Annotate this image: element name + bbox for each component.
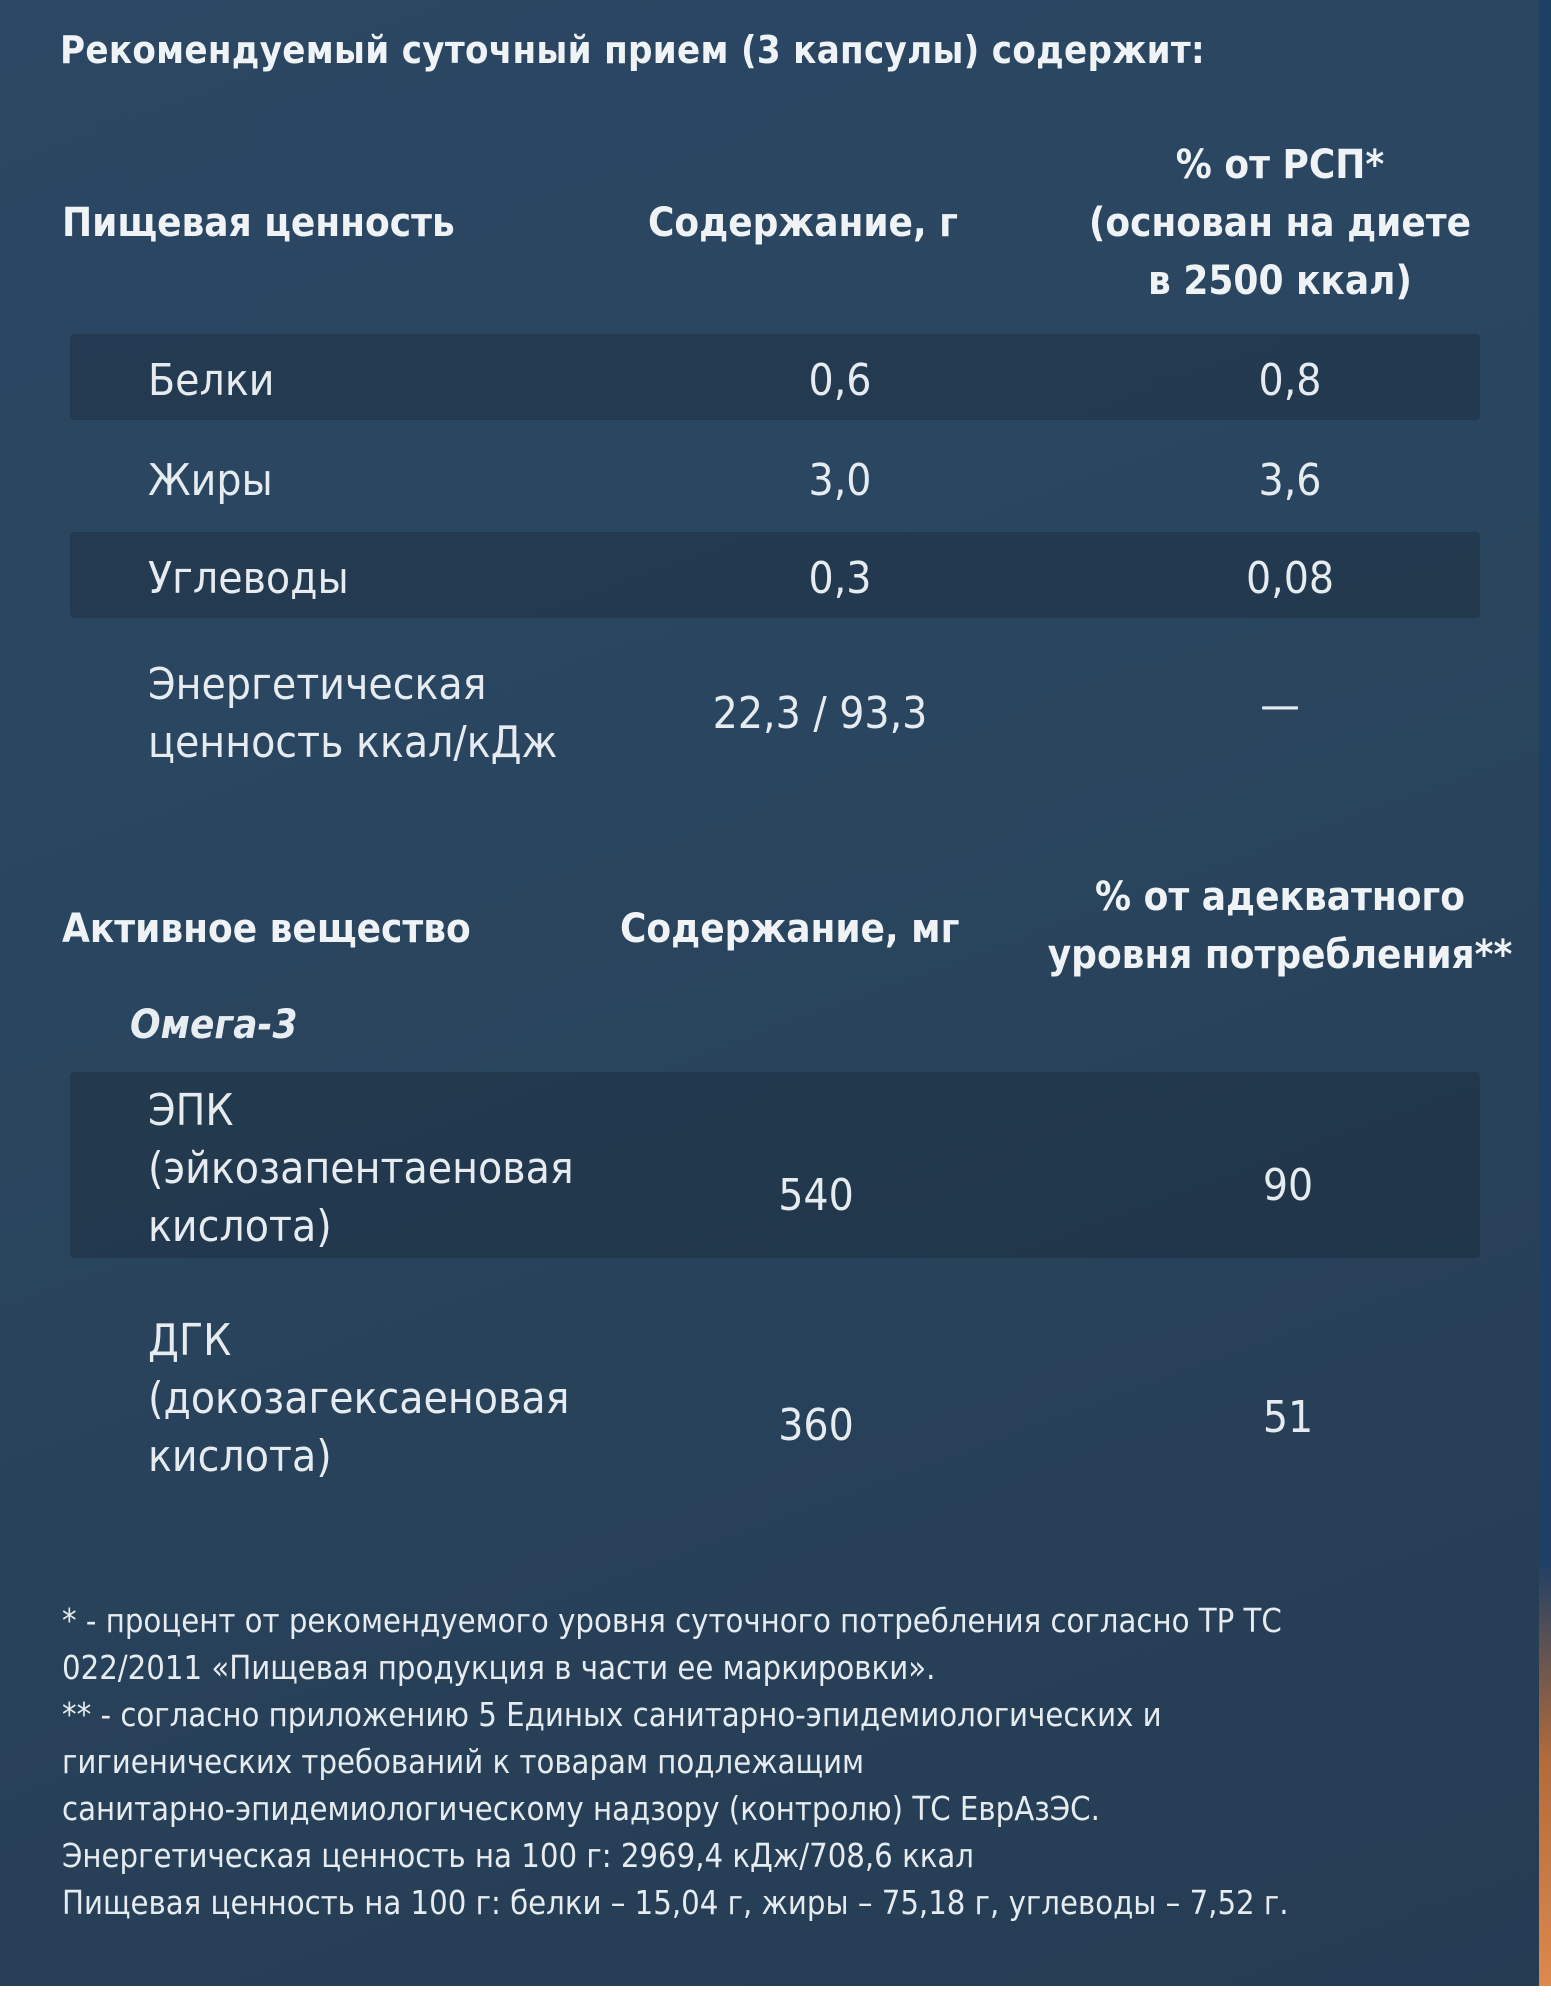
active-col-percent-header <box>1040 868 1520 984</box>
nutrition-col-amount-header: Содержание, г <box>648 200 958 246</box>
footnote-line: 022/2011 «Пищевая продукция в части ее маркировки». <box>62 1649 936 1687</box>
percent-header-line: уровня потребления** <box>1047 932 1513 978</box>
nutrition-col-percent-header <box>1060 136 1500 310</box>
footnote-line: Пищевая ценность на 100 г: белки – 15,04 г, жиры – 75,18 г, углеводы – 7,52 г. <box>62 1884 1289 1922</box>
nutrient-amount: 0,6 <box>808 355 872 406</box>
footnote-line: Энергетическая ценность на 100 г: 2969,4 кДж/708,6 ккал <box>62 1837 974 1875</box>
nutrient-name: Белки <box>148 355 275 406</box>
nutrient-percent: 0,8 <box>1258 355 1322 406</box>
nutrient-name: Углеводы <box>148 553 349 604</box>
active-col-name-header: Активное вещество <box>62 906 471 952</box>
substance-amount: 360 <box>778 1400 854 1451</box>
nutrition-col-name-header: Пищевая ценность <box>62 200 455 246</box>
footnote-line: ** - согласно приложению 5 Единых санитарно-эпидемиологических и <box>62 1696 1162 1734</box>
footnote-line: санитарно-эпидемиологическому надзору (контролю) ТС ЕврАзЭС. <box>62 1790 1100 1828</box>
nutrient-name: Энергетическая ценность ккал/кДж <box>148 659 558 768</box>
footnote-line: гигиенических требований к товарам подлежащим <box>62 1743 865 1781</box>
package-edge <box>1539 0 1551 2000</box>
substance-amount: 540 <box>778 1170 854 1221</box>
substance-percent: 90 <box>1262 1160 1314 1211</box>
label-heading: Рекомендуемый суточный прием (3 капсулы) содержит: <box>60 28 1205 72</box>
nutrient-percent: 3,6 <box>1258 455 1322 506</box>
footnotes <box>62 1598 1522 1927</box>
photo-bottom-edge <box>0 1986 1551 2000</box>
percent-header-line: % от адекватного <box>1095 874 1465 920</box>
nutrient-amount: 0,3 <box>808 553 872 604</box>
nutrient-name: Жиры <box>148 455 273 506</box>
footnote-line: * - процент от рекомендуемого уровня суточного потребления согласно ТР ТС <box>62 1602 1282 1640</box>
nutrient-amount: 22,3 / 93,3 <box>712 688 928 739</box>
nutrient-percent: — <box>1260 680 1300 731</box>
percent-header-line: % от РСП* <box>1175 142 1385 188</box>
percent-header-line: в 2500 ккал) <box>1148 258 1412 304</box>
substance-name: ЭПК (эйкозапентаеновая кислота) <box>148 1085 574 1252</box>
omega-3-subheading: Омега-3 <box>130 1002 298 1048</box>
substance-name: ДГК (докозагексаеновая кислота) <box>148 1315 570 1482</box>
substance-percent: 51 <box>1262 1392 1314 1443</box>
percent-header-line: (основан на диете <box>1088 200 1472 246</box>
active-col-amount-header: Содержание, мг <box>620 906 960 952</box>
nutrient-percent: 0,08 <box>1245 553 1335 604</box>
nutrient-amount: 3,0 <box>808 455 872 506</box>
